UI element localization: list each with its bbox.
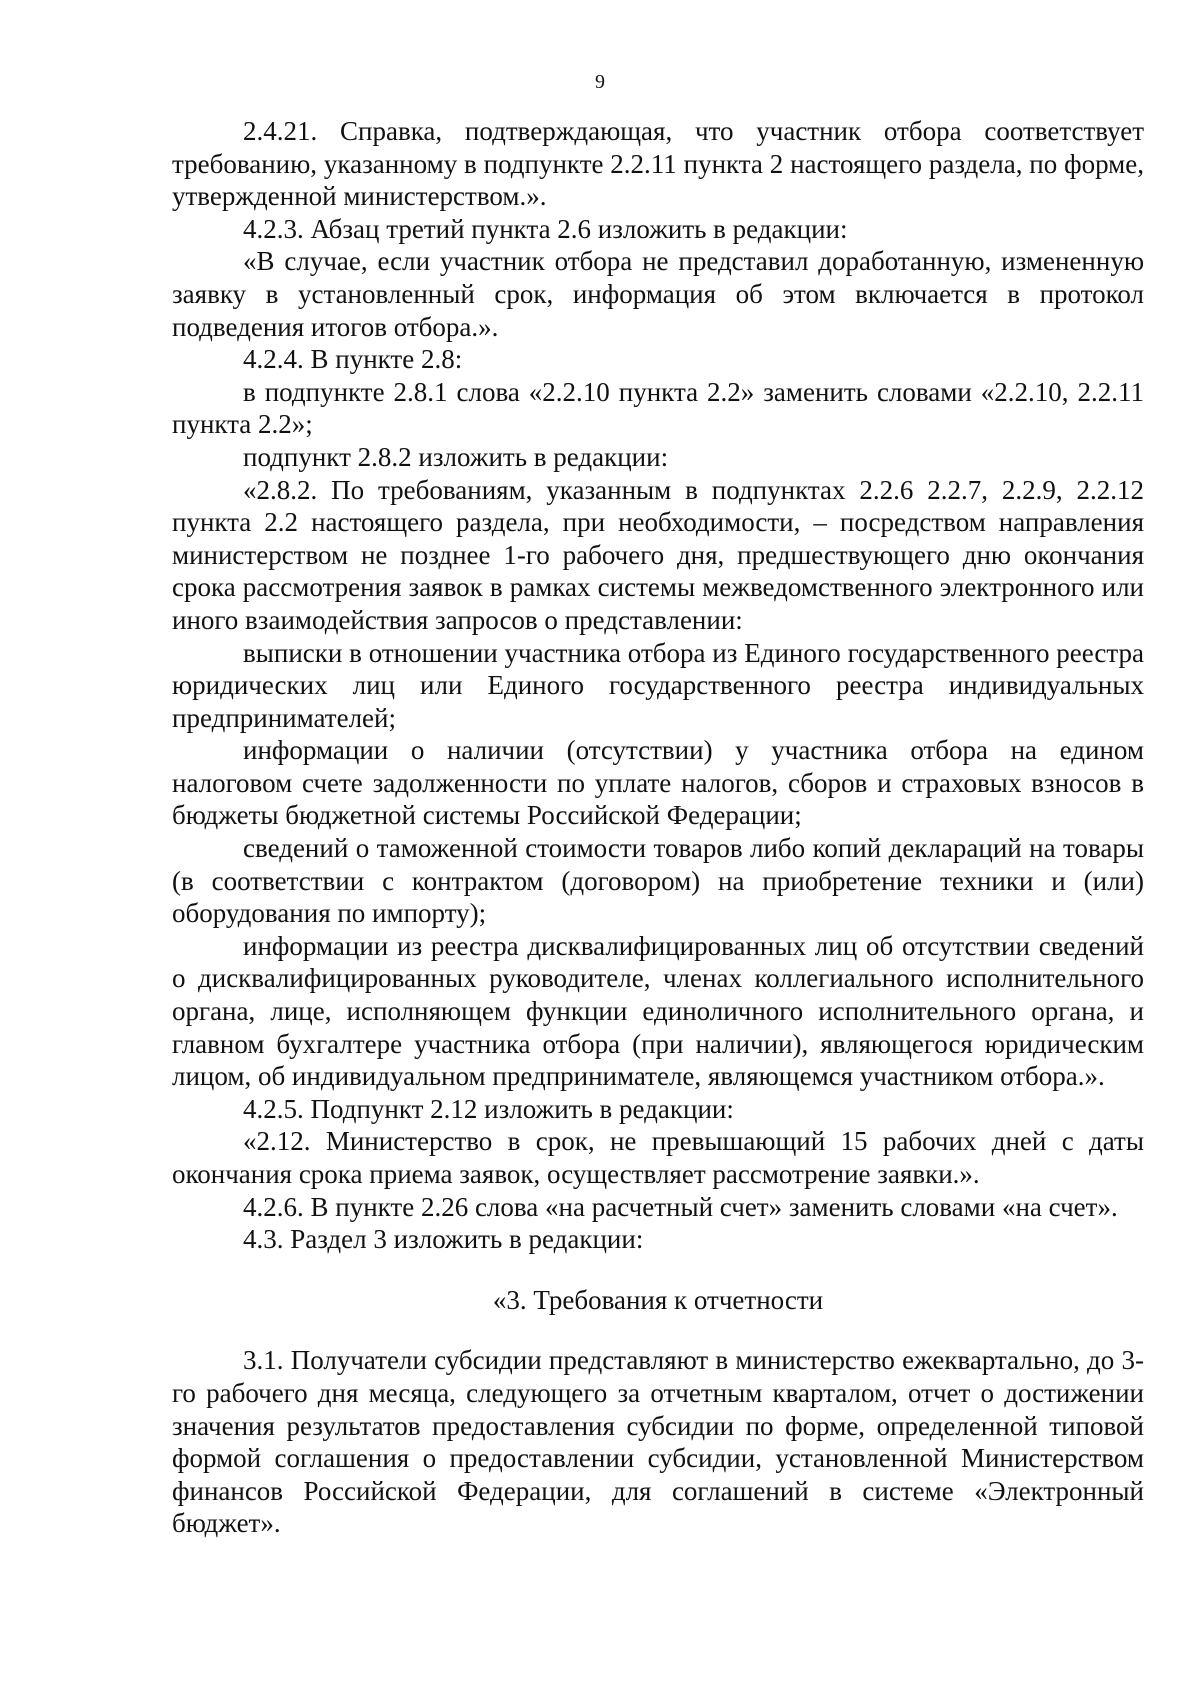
paragraph-disqualified-registry: информации из реестра дисквалифицированных лиц об отсутствии сведений о дисквалифицированных руководителе, членах коллегиального исполнительного органа, лице, исполняющем функции единоличного исполнительного органа, и главном бухгалтере участника отбора (при наличии), являющегося юридическим лицом, об индивидуальном предпринимателе, являющемся участником отбора.». (172, 930, 1144, 1092)
paragraph-customs-info: сведений о таможенной стоимости товаров либо копий деклараций на товары (в соответствии с контрактом (договором) на приобретение техники и (или) оборудования по импорту); (172, 833, 1144, 929)
paragraph-2-12-text: «2.12. Министерство в срок, не превышающий 15 рабочих дней с даты окончания срока приема заявок, осуществляет рассмотрение заявки.». (172, 1126, 1144, 1189)
paragraph-4-3: 4.3. Раздел 3 изложить в редакции: (243, 1224, 644, 1255)
section-heading: «3. Требования к отчетности (492, 1284, 824, 1315)
paragraph-4-2-5: 4.2.5. Подпункт 2.12 изложить в редакции: (243, 1093, 734, 1124)
paragraph-2-8-2-text: «2.8.2. По требованиям, указанным в подпунктах 2.2.6 2.2.7, 2.2.9, 2.2.12 пункта 2.2 настоящего раздела, при необходимости, – посредством направления министерством не позднее 1-го рабочего дня, предшествующего дню окончания срока рассмотрения заявок в рамках системы межведомственного электронного или иного взаимодействия запросов о представлении: (172, 474, 1144, 635)
document-body (172, 115, 1144, 1540)
paragraph-2-8-2-intro: подпункт 2.8.2 изложить в редакции: (243, 441, 669, 472)
paragraph-4-2-4: 4.2.4. В пункте 2.8: (243, 344, 463, 375)
paragraph-tax-debt-info: информации о наличии (отсутствии) у участника отбора на едином налоговом счете задолженности по уплате налогов, сборов и страховых взносов в бюджеты бюджетной системы Российской Федерации; (172, 735, 1144, 831)
paragraph-4-2-3: 4.2.3. Абзац третий пункта 2.6 изложить в редакции: (243, 213, 848, 244)
page-number: 9 (595, 71, 605, 93)
paragraph-egrul-extract: выписки в отношении участника отбора из Единого государственного реестра юридических лиц или Единого государственного реестра индивидуальных предпринимателей; (172, 637, 1144, 733)
paragraph-2-6-text: «В случае, если участник отбора не представил доработанную, измененную заявку в установленный срок, информация об этом включается в протокол подведения итогов отбора.». (172, 246, 1144, 342)
paragraph-2-4-21: 2.4.21. Справка, подтверждающая, что участник отбора соответствует требованию, указанному в подпункте 2.2.11 пункта 2 настоящего раздела, по форме, утвержденной министерством.». (172, 116, 1144, 212)
paragraph-2-8-1-change: в подпункте 2.8.1 слова «2.2.10 пункта 2.2» заменить словами «2.2.10, 2.2.11 пункта 2.2»; (172, 376, 1144, 440)
paragraph-3-1: 3.1. Получатели субсидии представляют в министерство ежеквартально, до 3-го рабочего дня месяца, следующего за отчетным кварталом, отчет о достижении значения результатов предоставления субсидии по форме, определенной типовой формой соглашения о предоставлении субсидии, установленной Министерством финансов Российской Федерации, для соглашений в системе «Электронный бюджет». (172, 1345, 1144, 1539)
paragraph-4-2-6: 4.2.6. В пункте 2.26 слова «на расчетный счет» заменить словами «на счет». (243, 1191, 1118, 1222)
